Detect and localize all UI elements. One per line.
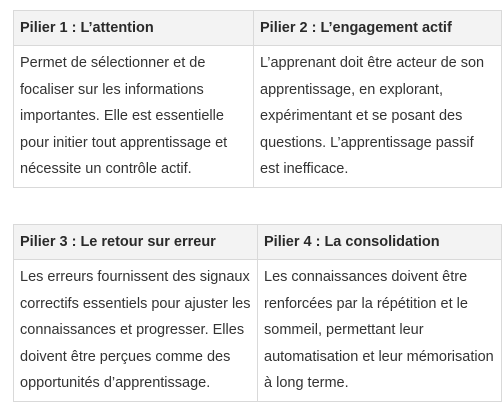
pillars-table-2	[13, 224, 502, 402]
pillar-2-description: L’apprenant doit être acteur de son apprentissage, en explorant, expérimentant et se posant des questions. L’apprentissage passif est inefficace.	[254, 46, 502, 188]
pillar-1-heading: Pilier 1 : L’attention	[14, 11, 254, 46]
pillar-3-description: Les erreurs fournissent des signaux correctifs essentiels pour ajuster les connaissances et progresser. Elles doivent être perçues comme des opportunités d’apprentissage.	[14, 260, 258, 402]
pillar-2-heading: Pilier 2 : L’engagement actif	[254, 11, 502, 46]
table-row	[14, 46, 502, 188]
pillars-table-1	[13, 10, 502, 188]
table-row	[14, 260, 502, 402]
table-header-row	[14, 225, 502, 260]
table-header-row	[14, 11, 502, 46]
pillar-4-heading: Pilier 4 : La consolidation	[258, 225, 502, 260]
pillar-1-description: Permet de sélectionner et de focaliser sur les informations importantes. Elle est essentielle pour initier tout apprentissage et nécessite un contrôle actif.	[14, 46, 254, 188]
pillar-3-heading: Pilier 3 : Le retour sur erreur	[14, 225, 258, 260]
pillar-4-description: Les connaissances doivent être renforcées par la répétition et le sommeil, permettant leur automatisation et leur mémorisation à long terme.	[258, 260, 502, 402]
